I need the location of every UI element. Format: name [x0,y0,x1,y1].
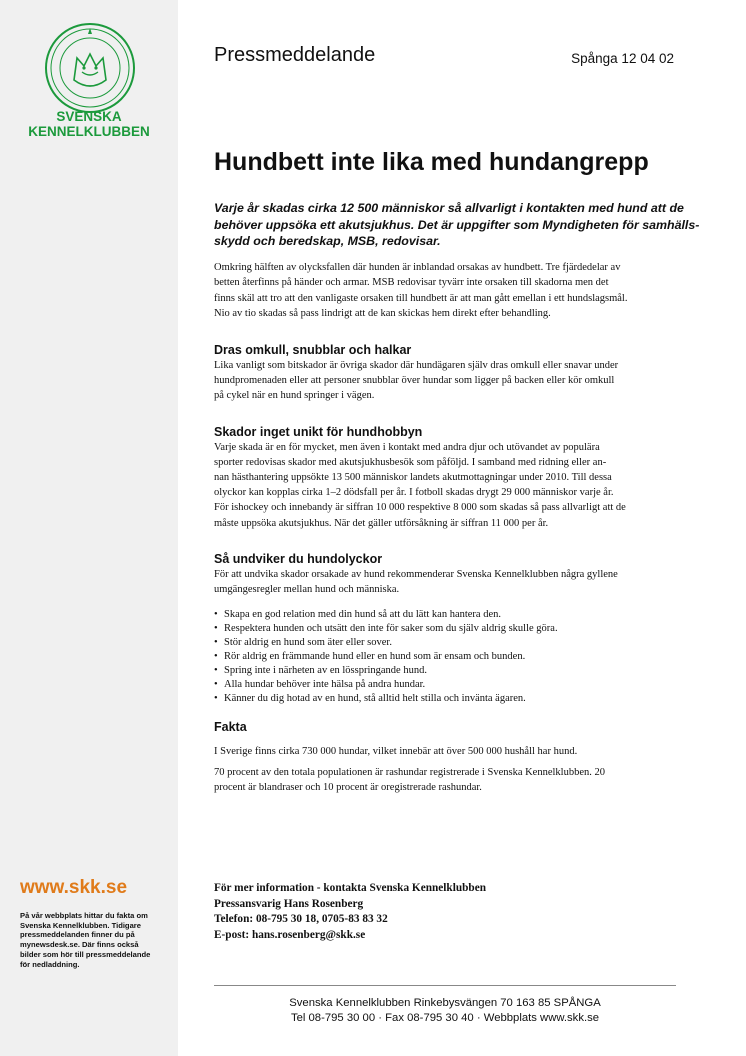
footer-contact: Tel 08-795 30 00 · Fax 08-795 30 40 · Webbplats www.skk.se [290,1012,600,1024]
intro-line: Omkring hälften av olycksfallen där hunden är inblandad orsakas av hundbett. Tre fjärdedelar av [214,262,621,274]
contact-email[interactable]: E-post: hans.rosenberg@skk.se [214,928,366,941]
list-item: • Respektera hunden och utsätt den inte för saker som du själv aldrig skulle göra. [214,622,678,636]
list-item: • Stör aldrig en hund som äter eller sover. [214,636,678,650]
sidebar [0,0,178,1056]
footer-address: Svenska Kennelklubben Rinkebysvängen 70 163 85 SPÅNGA [289,997,601,1009]
org-name-line2: KENNELKLUBBEN [28,124,150,139]
paragraph-line: sporter redovisas skador med akutsjukhusbesök som påföljd. I samband med ridning eller an- [214,456,607,468]
lead-line: behöver uppsöka ett akutsjukhus. Det är uppgifter som Myndigheten för samhälls- [214,217,700,232]
paragraph-line: hundpromenaden eller att personer snubblar över hundar som ligger på backen eller kör omkull [214,375,615,387]
page-title: Hundbett inte lika med hundangrepp [214,148,649,176]
sidebar-note [20,911,170,969]
paragraph-line: För att undvika skador orsakade av hund rekommenderar Svenska Kennelklubben några gyllene [214,568,618,580]
section-heading: Så undviker du hundolyckor [214,551,383,566]
lead-line: Varje år skadas cirka 12 500 människor så allvarligt i kontakten med hund att de [214,201,684,215]
section-paragraph [214,358,678,404]
paragraph-line: procent är blandraser och 10 procent är oregistrerade rashundar. [214,781,482,793]
kennel-club-logo-icon [44,22,136,114]
contact-block [214,881,486,943]
paragraph-line: Varje skada är en för mycket, men även i kontakt med andra djur och utövandet av populära [214,441,600,453]
intro-line: Nio av tio skadas så pass lindrigt att de kan skickas hem direkt efter behandling. [214,307,551,319]
article-body [214,200,700,795]
intro-paragraph [214,260,678,321]
lead-paragraph [214,200,700,250]
section-paragraph [214,567,678,597]
intro-line: finns skäl att tro att den vanligaste orsaken till hundbett är att man gått emellan i ett hundslagsmål. [214,292,628,304]
sidebar-note-line: På vår webbplats hittar du fakta om [20,911,148,920]
section-heading: Fakta [214,719,247,734]
paragraph-line: umgängesregler mellan hund och människa. [214,583,400,595]
list-item: • Känner du dig hotad av en hund, stå alltid helt stilla och invänta ägaren. [214,692,678,706]
sidebar-note-line: mynewsdesk.se. Där finns också [20,940,139,950]
sidebar-note-line: pressmeddelanden finner du på [20,930,135,940]
footer [214,996,676,1026]
document-type-label: Pressmeddelande [214,44,376,66]
intro-line: betten återfinns på händer och armar. MSB redovisar tyvärr inte orsaken till skadorna men det [214,277,609,289]
website-link[interactable]: www.skk.se [20,877,128,898]
contact-phone: Telefon: 08-795 30 18, 0705-83 83 32 [214,913,388,925]
sidebar-note-line: Svenska Kennelklubben. Tidigare [20,920,141,930]
paragraph-line: nan hästhantering uppsökte 13 500 människor landets akutmottagningar under 2010. Till dessa [214,471,612,483]
lead-line: skydd och beredskap, MSB, redovisar. [214,234,441,249]
section-heading: Skador inget unikt för hundhobbyn [214,424,423,439]
sidebar-note-line: bilder som hör till pressmeddelande [20,949,151,959]
contact-line: För mer information - kontakta Svenska Kennelklubben [214,882,486,894]
rules-list [214,608,678,705]
document-date: Spånga 12 04 02 [571,51,674,66]
footer-divider [214,985,676,986]
sidebar-note-line: för nedladdning. [20,959,80,969]
paragraph-line: Lika vanligt som bitskador är övriga skador där hundägaren själv dras omkull eller snavar under [214,359,619,371]
list-item: • Alla hundar behöver inte hälsa på andra hundar. [214,678,678,692]
facts-section [214,720,678,796]
paragraph-line: 70 procent av den totala populationen är rashundar registrerade i Svenska Kennelklubben. 20 [214,766,605,778]
paragraph-line: måste uppsöka akutsjukhus. När det gäller utförsåkning är siffran 11 000 per år. [214,517,549,529]
section-heading: Dras omkull, snubblar och halkar [214,342,412,357]
facts-paragraph [214,765,678,795]
paragraph-line: olyckor kan kopplas cirka 1–2 dödsfall per år. I fotboll skadas drygt 29 000 människor varje år. [214,487,614,499]
list-item: • Spring inte i närheten av en lösspringande hund. [214,664,678,678]
contact-line: Pressansvarig Hans Rosenberg [214,897,364,910]
org-name-line1: SVENSKA [56,109,122,124]
list-item: • Skapa en god relation med din hund så att du lätt kan hantera den. [214,608,678,622]
paragraph-line: på cykel när en hund springer i vägen. [214,390,375,402]
list-item: • Rör aldrig en främmande hund eller en hund som är ensam och bunden. [214,650,678,664]
facts-paragraph: I Sverige finns cirka 730 000 hundar, vilket innebär att över 500 000 hushåll har hund. [214,745,578,757]
section-paragraph [214,440,678,531]
paragraph-line: För ishockey och innebandy är siffran 10 000 respektive 8 000 som skadas så pass allvarligt att de [214,502,626,514]
